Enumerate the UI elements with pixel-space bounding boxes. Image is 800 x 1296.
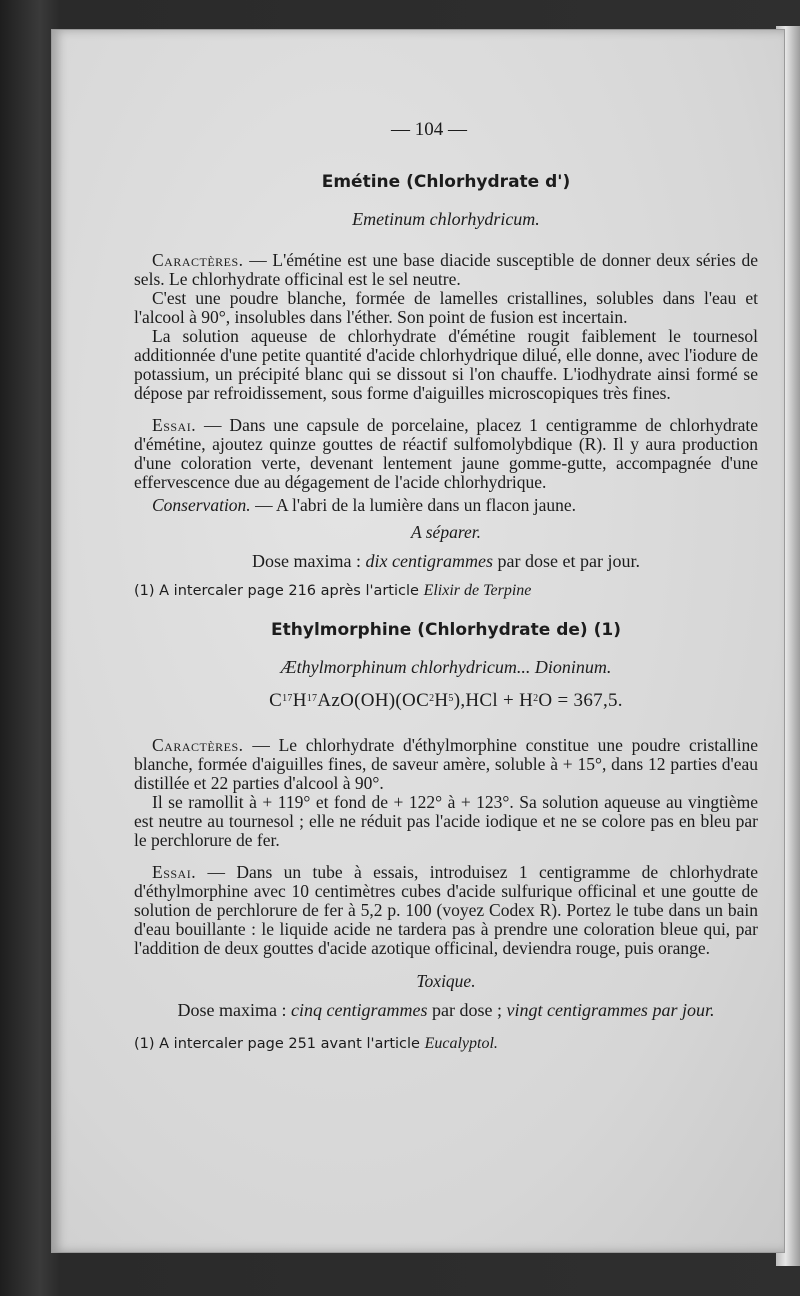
footnote-prefix: (1) A intercaler page 216 après l'article (134, 583, 424, 599)
dose-italic-1: cinq centigrammes (291, 1000, 428, 1020)
essai-label: Essai. (152, 862, 197, 882)
separer-text: A séparer. (411, 522, 481, 542)
conservation-text: — A l'abri de la lumière dans un flacon jaune. (250, 495, 577, 515)
emetine-dose (134, 552, 758, 571)
emetine-separer (134, 523, 758, 542)
dose-prefix: Dose maxima : (252, 551, 366, 571)
dose-prefix: Dose maxima : (177, 1000, 292, 1020)
ethylmorphine-title: Ethylmorphine (Chlorhydrate de) (1) (271, 620, 621, 640)
ethylmorphine-paragraph-2: Il se ramollit à + 119° et fond de + 122° à + 123°. Sa solution aqueuse au vingtième est neutre au tournesol ; elle ne réduit pas l'acide iodique et ne se colore pas en bleu par le perchlorure de fer. (134, 792, 758, 850)
ethylmorphine-toxique (134, 972, 758, 991)
toxique-text: Toxique. (416, 971, 476, 991)
emetine-title: Emétine (Chlorhydrate d') (321, 172, 571, 192)
ethylmorphine-dose (134, 1001, 758, 1020)
caracteres-label: Caractères. (152, 735, 244, 755)
ethylmorphine-caracteres (134, 736, 758, 793)
dose-italic-2: vingt centigrammes par jour. (506, 1000, 715, 1020)
essai-label: Essai. (152, 415, 197, 435)
emetine-conservation (134, 496, 758, 515)
conservation-label: Conservation. (152, 495, 251, 515)
dose-mid: par dose ; (427, 1000, 507, 1020)
chemical-formula: $C^{17}H^{17}AzO(OH)(OC^2H^5),HCl + H^2O = 367,5$. (269, 690, 623, 711)
caracteres-label: Caractères. (152, 250, 244, 270)
dose-italic: dix centigrammes (365, 551, 493, 571)
footnote-1 (134, 581, 758, 601)
footnote-prefix: (1) A intercaler page 251 avant l'article (134, 1036, 425, 1052)
dose-suffix: par dose et par jour. (493, 551, 640, 571)
emetine-paragraph-2: C'est une poudre blanche, formée de lamelles cristallines, solubles dans l'eau et l'alcool à 90°, insolubles dans l'éther. Son point de fusion est incertain. (134, 288, 758, 327)
caracteres-text: — Le chlorhydrate d'éthylmorphine constitue une poudre cristalline blanche, formée d'aiguilles fines, de saveur amère, soluble à + 15°, dans 12 parties d'eau distillée et 22 parties d'alcool à 90°. (134, 735, 758, 793)
page-content (134, 120, 758, 1074)
ethylmorphine-essai (134, 863, 758, 958)
footnote-italic: Elixir de Terpine (423, 582, 532, 599)
page-number: — 104 — (391, 119, 467, 140)
emetine-paragraph-3: La solution aqueuse de chlorhydrate d'émétine rougit faiblement le tournesol additionnée d'une petite quantité d'acide chlorhydrique dilué, elle donne, avec l'iodure de potassium, un précipité blanc qui se dissout si l'on chauffe. L'iodhydrate ainsi formé se dépose par refroidissement, sous forme d'aiguilles microscopiques très fines. (134, 326, 758, 403)
footnote-italic: Eucalyptol. (424, 1035, 498, 1052)
caracteres-text: — L'émétine est une base diacide susceptible de donner deux séries de sels. Le chlorhydrate officinal est le sel neutre. (134, 250, 758, 289)
essai-text: — Dans une capsule de porcelaine, placez 1 centigramme de chlorhydrate d'émétine, ajoutez quinze gouttes de réactif sulfomolybdique (R). Il y aura production d'une coloration verte, devenant lentement jaune gomme-gutte, accompagnée d'une effervescence due au dégagement de l'acide chlorhydrique. (134, 415, 758, 492)
emetine-caracteres (134, 251, 758, 289)
essai-text: — Dans un tube à essais, introduisez 1 centigramme de chlorhydrate d'éthylmorphine avec 10 centimètres cubes d'acide sulfurique officinal et une goutte de solution de perchlorure de fer à 5,2 p. 100 (voyez Codex R). Portez le tube dans un bain d'eau bouillante : le liquide acide ne tardera pas à prendre une coloration bleue qui, par l'addition de deux gouttes d'acide azotique officinal, deviendra rouge, puis orange. (134, 862, 758, 958)
emetine-essai (134, 416, 758, 492)
footnote-2 (134, 1034, 758, 1054)
ethylmorphine-latin-name: Æthylmorphinum chlorhydricum... Dioninum. (280, 657, 612, 677)
emetine-latin-name: Emetinum chlorhydricum. (352, 209, 540, 229)
